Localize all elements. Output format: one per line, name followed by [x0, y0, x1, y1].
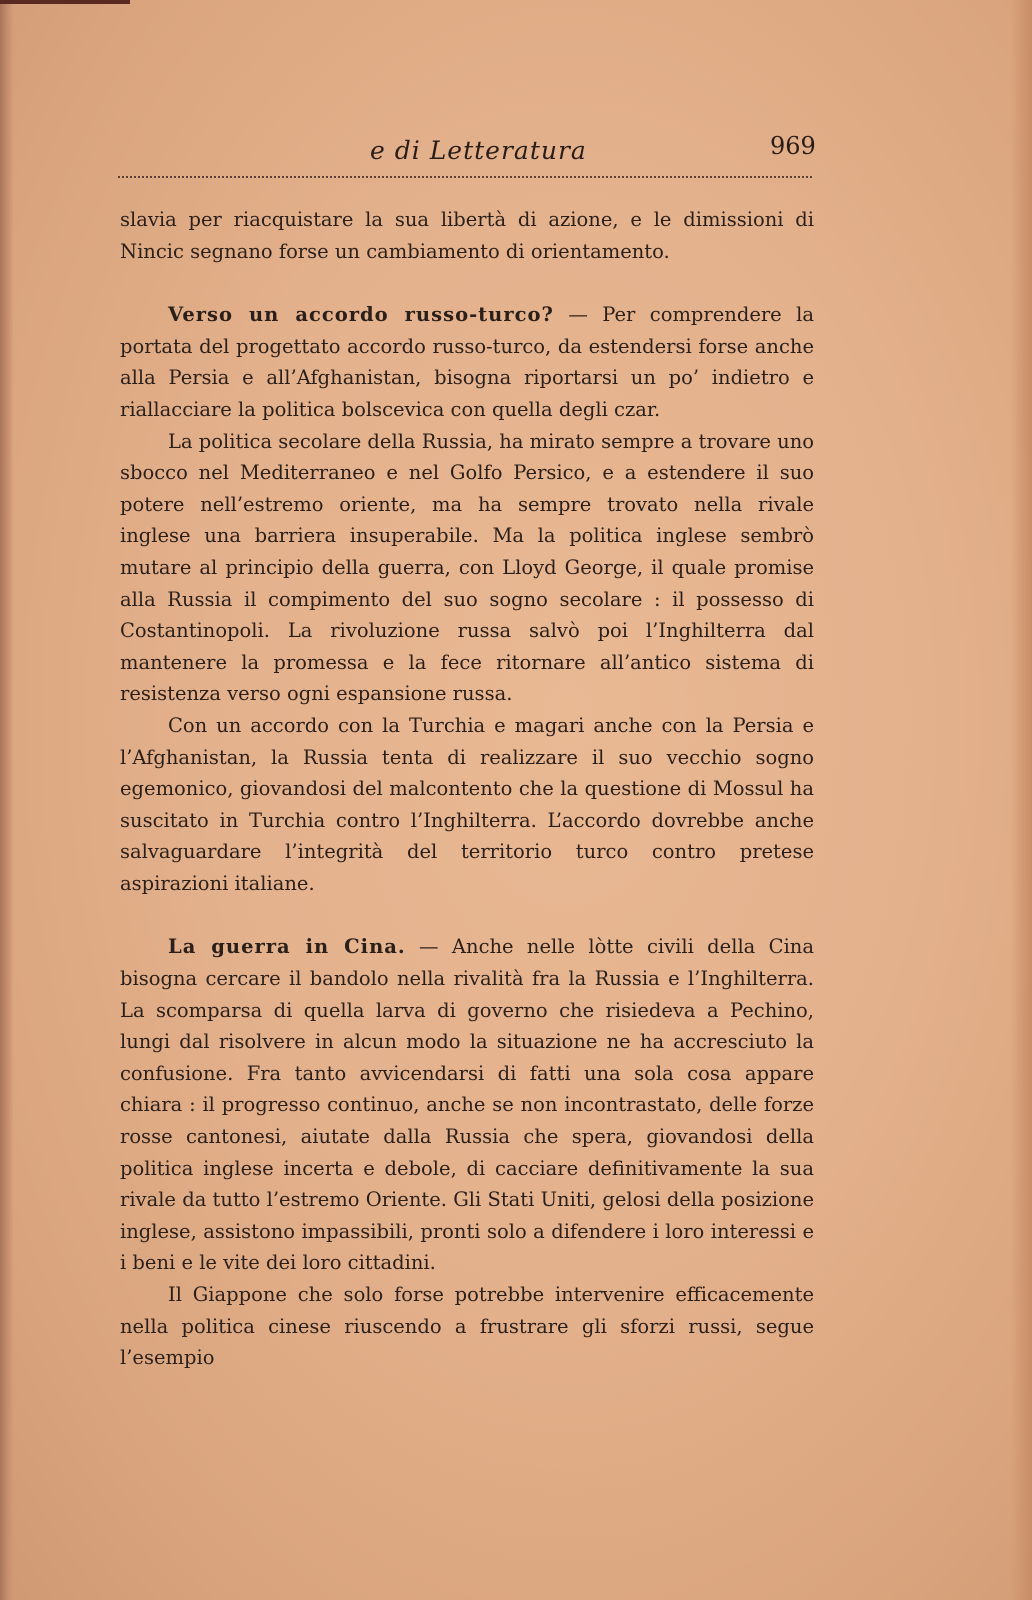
paragraph: Con un accordo con la Turchia e magari anche con la Persia e l’Afghanistan, la Russia tenta di realizzare il suo vecchio sogno egemonico, giovandosi del malcontento che la questione di Mossul ha suscitato in Turchia contro l’Inghilterra. L’accordo dovrebbe anche salvaguardare l’integrità del territorio turco contro pretese aspirazioni italiane. [120, 713, 814, 895]
paragraph: La politica secolare della Russia, ha mirato sempre a trovare uno sbocco nel Mediterraneo e nel Golfo Persico, e a estendere il suo potere nell’estremo oriente, ma ha sempre trovato nella rivale inglese una barriera insuperabile. Ma la politica inglese sembrò mutare al principio della guerra, con Lloyd George, il quale promise alla Russia il compimento del suo sogno secolare : il possesso di Costantinopoli. La rivoluzione russa salvò poi l’Inghilterra dal mantenere la promessa e la fece ritornare all’antico sistema di resistenza verso ogni espansione russa. [120, 429, 814, 706]
running-title: e di Letteratura [370, 136, 587, 165]
page-number: 969 [770, 132, 816, 160]
page-right-edge [1010, 0, 1032, 1600]
header-rule [118, 176, 812, 178]
article-body [120, 204, 814, 1374]
paragraph: Il Giappone che solo forse potrebbe intervenire efficacemente nella politica cinese riuscendo a frustrare gli sforzi russi, segue l’esempio [120, 1283, 814, 1370]
section-paragraph [120, 931, 814, 1279]
page-header [0, 130, 1032, 170]
page-left-edge [0, 0, 14, 1600]
section-paragraph [120, 299, 814, 425]
section-heading: La guerra in Cina. [168, 935, 406, 959]
paragraph-continuation: slavia per riacquistare la sua libertà di azione, e le dimissioni di Nincic segnano forse un cambiamento di orientamento. [120, 208, 814, 263]
section-dash: — [405, 935, 452, 959]
section-gap [120, 899, 814, 931]
section-lead-text: Anche nelle lòtte civili della Cina bisogna cercare il bandolo nella rivalità fra la Russia e l’Inghilterra. La scomparsa di quella larva di governo che risiedeva a Pechino, lungi dal risolvere in alcun modo la situazione ne ha accresciuto la confusione. Fra tanto avvicendarsi di fatti una sola cosa appare chiara : il progresso continuo, anche se non incontrastato, delle forze rosse cantonesi, aiutate dalla Russia che spera, giovandosi della politica inglese incerta e debole, di cacciare definitivamente la sua rivale da tutto l’estremo Oriente. Gli Stati Uniti, gelosi della posizione inglese, assistono impassibili, pronti solo a difendere i loro interessi e i beni e le vite dei loro cittadini. [120, 935, 814, 1275]
binding-mark [0, 0, 130, 4]
section-gap [120, 267, 814, 299]
section-lead-text: Per comprendere la portata del progettato accordo russo-turco, da estendersi forse anche alla Persia e all’Afghanistan, bisogna riportarsi un po’ indietro e riallacciare la politica bolscevica con quella degli czar. [120, 303, 814, 421]
section-dash: — [553, 303, 603, 327]
section-heading: Verso un accordo russo-turco? [168, 303, 554, 327]
